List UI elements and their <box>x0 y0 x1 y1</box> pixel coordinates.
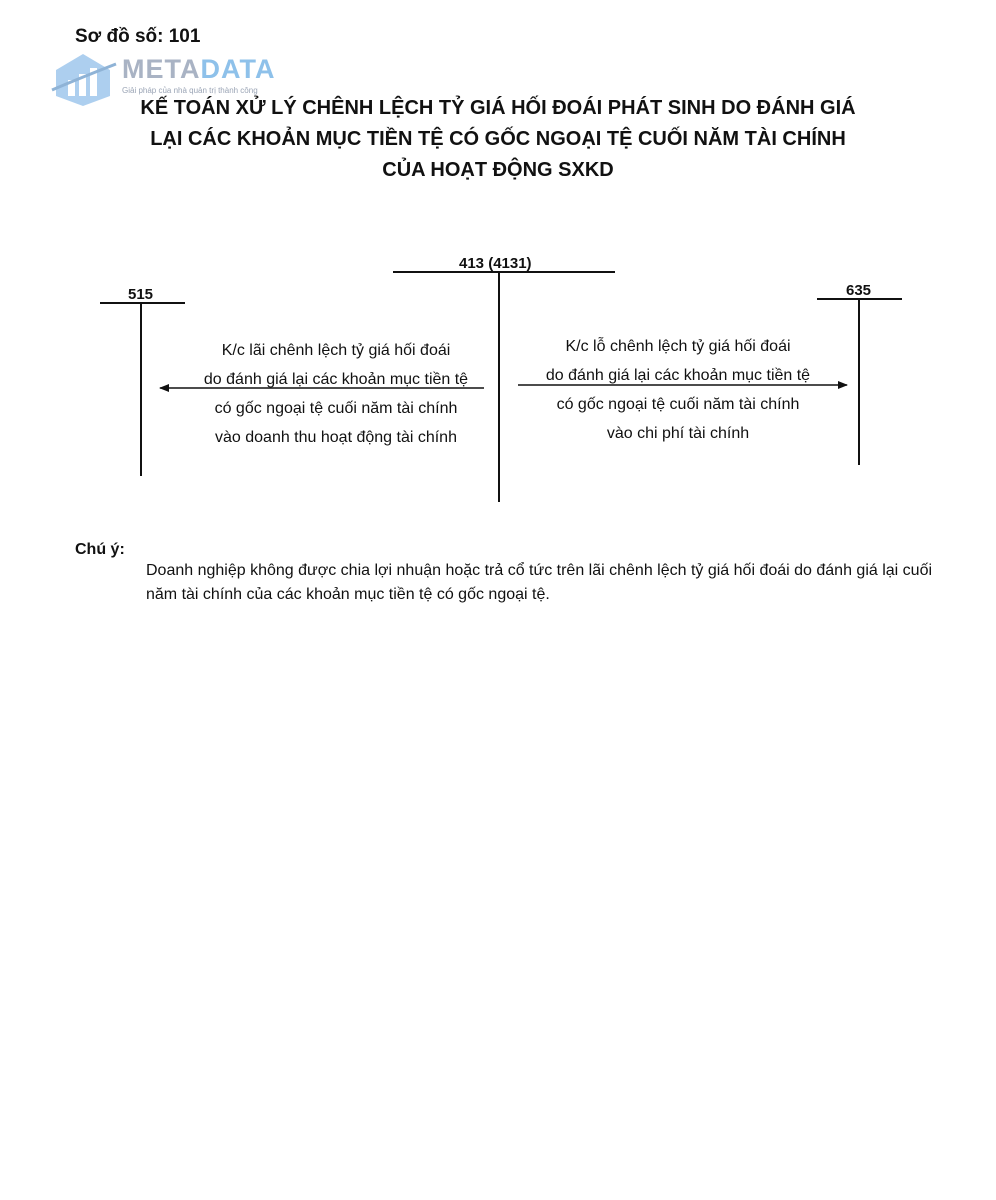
entry-right-line: K/c lỗ chênh lệch tỷ giá hối đoái <box>565 338 791 355</box>
entry-left-description <box>178 336 494 452</box>
note-text: Doanh nghiệp không được chia lợi nhuận hoặc trả cổ tức trên lãi chênh lệch tỷ giá hối đoái do đánh giá lại cuối năm tài chính của các khoản mục tiền tệ có gốc ngoại tệ. <box>146 562 933 603</box>
entry-right-line: do đánh giá lại các khoản mục tiền tệ <box>545 367 811 384</box>
logo-wordmark-data: DATA <box>200 54 276 84</box>
entry-right-line: vào chi phí tài chính <box>606 425 750 442</box>
note-label: Chú ý: <box>75 541 125 558</box>
logo-wordmark-meta: META <box>122 54 201 84</box>
account-515-label: 515 <box>128 286 154 303</box>
title-line-3: CỦA HOẠT ĐỘNG SXKD <box>382 159 614 181</box>
entry-left-line: K/c lãi chênh lệch tỷ giá hối đoái <box>221 342 451 359</box>
entry-left-line: có gốc ngoại tệ cuối năm tài chính <box>214 400 458 417</box>
entry-left-line: do đánh giá lại các khoản mục tiền tệ <box>203 371 469 388</box>
account-413-label: 413 (4131) <box>459 255 532 272</box>
diagram-number: Sơ đồ số: 101 <box>75 26 201 47</box>
account-635-label: 635 <box>846 282 872 299</box>
entry-left-line: vào doanh thu hoạt động tài chính <box>215 429 457 446</box>
logo-tagline: Giải pháp của nhà quản trị thành công <box>122 86 258 95</box>
entry-right-description <box>519 332 837 448</box>
title-line-1: KẾ TOÁN XỬ LÝ CHÊNH LỆCH TỶ GIÁ HỐI ĐOÁI PHÁT SINH DO ĐÁNH GIÁ <box>140 97 856 119</box>
entry-right-line: có gốc ngoại tệ cuối năm tài chính <box>556 396 800 413</box>
title-line-2: LẠI CÁC KHOẢN MỤC TIỀN TỆ CÓ GỐC NGOẠI TỆ CUỐI NĂM TÀI CHÍNH <box>150 128 846 150</box>
